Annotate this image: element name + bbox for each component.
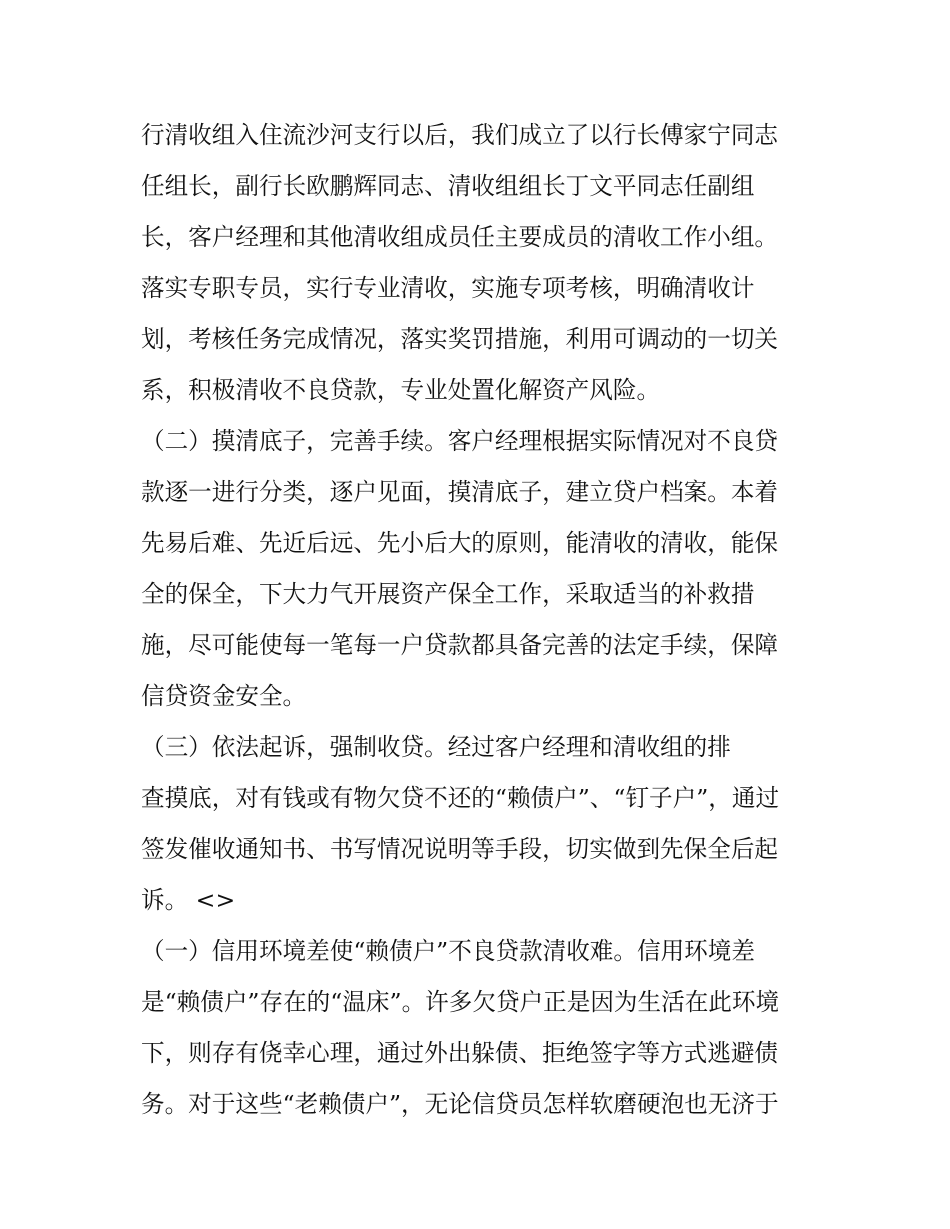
- text-line: 落实专职专员，实行专业清收，实施专项考核，明确清收计: [141, 274, 755, 302]
- text-line: 施，尽可能使每一笔每一户贷款都具备完善的法定手续，保障: [141, 631, 779, 659]
- text-line: 先易后难、先近后远、先小后大的原则，能清收的清收，能保: [141, 529, 779, 557]
- text-line: 务。对于这些“老赖债户”，无论信贷员怎样软磨硬泡也无济于: [141, 1090, 779, 1118]
- text-line: 任组长，副行长欧鹏辉同志、清收组组长丁文平同志任副组: [141, 172, 755, 200]
- text-line: 长，客户经理和其他清收组成员任主要成员的清收工作小组。: [141, 223, 779, 251]
- text-line: （一）信用环境差使“赖债户”不良贷款清收难。信用环境差: [141, 937, 755, 965]
- text-line: 划，考核任务完成情况，落实奖罚措施，利用可调动的一切关: [141, 325, 779, 353]
- text-line: 行清收组入住流沙河支行以后，我们成立了以行长傅家宁同志: [141, 121, 779, 149]
- text-line: 信贷资金安全。: [141, 682, 307, 710]
- text-line: （二）摸清底子，完善手续。客户经理根据实际情况对不良贷: [141, 427, 779, 455]
- text-line: 诉。 <>: [141, 886, 236, 914]
- text-line: （三）依法起诉，强制收贷。经过客户经理和清收组的排: [141, 733, 731, 761]
- body-text: [141, 110, 821, 1130]
- text-line: 系，积极清收不良贷款，专业处置化解资产风险。: [141, 376, 661, 404]
- text-line: 下，则存有侥幸心理，通过外出躲债、拒绝签字等方式逃避债: [141, 1039, 779, 1067]
- text-line: 查摸底，对有钱或有物欠贷不还的“赖债户”、“钉子户”，通过: [141, 784, 780, 812]
- text-line: 全的保全，下大力气开展资产保全工作，采取适当的补救措: [141, 580, 755, 608]
- text-line: 签发催收通知书、书写情况说明等手段，切实做到先保全后起: [141, 835, 779, 863]
- text-line: 款逐一进行分类，逐户见面，摸清底子，建立贷户档案。本着: [141, 478, 779, 506]
- text-line: 是“赖债户”存在的“温床”。许多欠贷户正是因为生活在此环境: [141, 988, 780, 1016]
